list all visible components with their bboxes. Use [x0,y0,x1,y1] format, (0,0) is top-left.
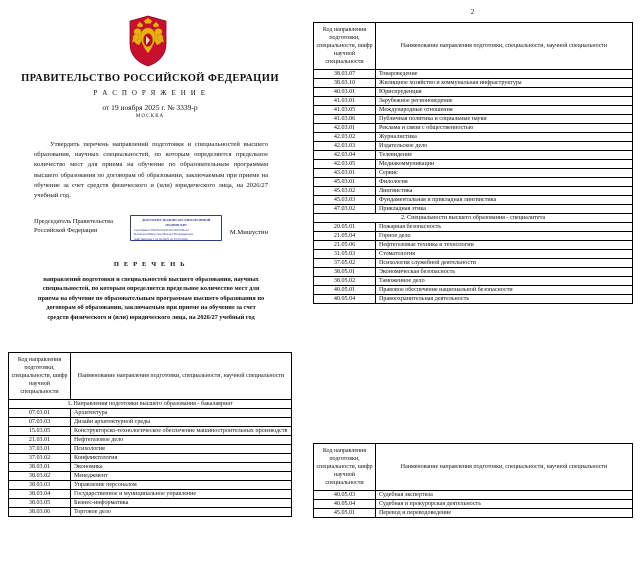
cell-code: 38.03.03 [9,481,71,490]
table-header-row [9,353,292,400]
cell-code: 40.05.01 [314,286,376,295]
cell-code: 47.03.02 [314,205,376,214]
table-row [314,151,633,160]
table-header-row [314,23,633,70]
cell-code: 37.03.01 [9,445,71,454]
cell-name: Управление персоналом [71,481,292,490]
table-row [314,295,633,304]
table-row [314,160,633,169]
cell-name: Сервис [376,169,633,178]
cell-name: Товароведение [376,70,633,79]
table-row [314,286,633,295]
table-row [314,79,633,88]
stamp-validity: Действителен с 01.02.2025 до 01.05.2026 [134,236,188,241]
cell-name: Таможенное дело [376,277,633,286]
cell-name: Журналистика [376,133,633,142]
cell-name: Стоматология [376,250,633,259]
table-row [314,223,633,232]
signatory-position-line1: Председатель Правительства [34,218,113,225]
cell-name: Судебная экспертиза [376,491,633,500]
cell-name: Конфликтология [71,454,292,463]
document-date-number: от 19 ноября 2025 г. № 3339-р [102,103,198,112]
table-section-row [9,400,292,409]
table-header-row [314,444,633,491]
table-row [9,445,292,454]
cell-code: 38.03.10 [314,79,376,88]
cell-name: Пожарная безопасность [376,223,633,232]
table-row [314,97,633,106]
table-row [314,115,633,124]
table-row [314,491,633,500]
cell-code: 21.05.04 [314,232,376,241]
cell-code: 21.03.01 [9,436,71,445]
cell-name: Правовое обеспечение национальной безопасности [376,286,633,295]
table-row [314,500,633,509]
cell-code: 38.05.01 [314,268,376,277]
cell-name: Реклама и связи с общественностью [376,124,633,133]
table-row [9,490,292,499]
table-row [314,232,633,241]
cell-code: 38.03.05 [9,499,71,508]
cell-name: Международные отношения [376,106,633,115]
table-row [314,124,633,133]
cell-name: Торговое дело [71,508,292,517]
header-name: Наименование направления подготовки, специальности, научной специальности [376,23,633,70]
cell-name: Менеджмент [71,472,292,481]
perechen-title: П Е Р Е Ч Е Н Ь [113,261,187,268]
page-number: 2 [470,8,475,16]
table-row [314,70,633,79]
cell-code: 38.03.07 [314,70,376,79]
header-code: Код направления подготовки, специальности, шифр научной специальности [9,353,71,400]
cell-name: Жилищное хозяйство и коммунальная инфраструктура [376,79,633,88]
cell-code: 38.03.02 [9,472,71,481]
cell-code: 40.03.01 [314,88,376,97]
cell-name: Психология [71,445,292,454]
table-row [9,463,292,472]
table-row [314,169,633,178]
cell-name: Юриспруденция [376,88,633,97]
cell-name: Прикладная этика [376,205,633,214]
table-row [314,178,633,187]
cell-name: Перевод и переводоведение [376,509,633,518]
table-row [314,241,633,250]
cell-name: Судебная и прокурорская деятельность [376,500,633,509]
table-row [314,88,633,97]
cell-name: Зарубежное регионоведение [376,97,633,106]
stamp-title: ДОКУМЕНТ ПОДПИСАН ЭЛЕКТРОННОЙ ПОДПИСЬЮ [141,218,211,227]
table-row [314,106,633,115]
section-heading: 1. Направления подготовки высшего образования - бакалавриат [9,400,292,409]
cell-code: 37.03.02 [9,454,71,463]
table-row [9,499,292,508]
cell-code: 07.03.03 [9,418,71,427]
document-city: МОСКВА [135,114,165,119]
table-row [9,418,292,427]
cell-name: Конструкторско-технологическое обеспечение машиностроительных производств [71,427,292,436]
table-row [314,142,633,151]
cell-code: 38.03.06 [9,508,71,517]
cell-code: 38.03.04 [9,490,71,499]
cell-code: 45.03.03 [314,196,376,205]
table-row [314,187,633,196]
cell-name: Филология [376,178,633,187]
cell-code: 45.05.01 [314,509,376,518]
document-type: Р А С П О Р Я Ж Е Н И Е [93,89,207,97]
table-row [314,133,633,142]
cell-code: 42.03.04 [314,151,376,160]
right-table-1 [313,22,633,304]
left-table [8,352,292,517]
cell-code: 40.05.04 [314,295,376,304]
table-row [9,481,292,490]
table-row [9,454,292,463]
cell-name: Медиакоммуникации [376,160,633,169]
table-row [9,427,292,436]
stamp-certificate: Сертификат 00b6f3e5e0d5ab2c4b8c9f4a1d [134,228,189,233]
cell-name: Правоохранительная деятельность [376,295,633,304]
cell-code: 21.05.06 [314,241,376,250]
cell-code: 42.03.01 [314,124,376,133]
cell-name: Бизнес-информатика [71,499,292,508]
cell-name: Лингвистика [376,187,633,196]
cell-name: Издательское дело [376,142,633,151]
header-name: Наименование направления подготовки, специальности, научной специальности [376,444,633,491]
russian-coat-of-arms-icon [126,14,170,68]
perechen-subtitle: направлений подготовки и специальностей высшего образования, научных специальностей, по которым определяется предельное количество мест для приема на обучение по образовательным программам высшего образования по договорам об образовании, заключаемым при приеме на обучение за счет средств физического и (или) юридического лица, на 2026/27 учебный год [37,276,265,321]
cell-code: 07.03.01 [9,409,71,418]
cell-code: 41.03.06 [314,115,376,124]
cell-code: 37.05.02 [314,259,376,268]
cell-code: 38.05.02 [314,277,376,286]
signatory-position [34,218,124,236]
cell-name: Публичная политика и социальные науки [376,115,633,124]
table-row [9,508,292,517]
table-row [314,250,633,259]
cell-code: 41.03.05 [314,106,376,115]
cell-name: Экономическая безопасность [376,268,633,277]
signatory-position-line2: Российской Федерации [34,226,98,234]
government-title: ПРАВИТЕЛЬСТВО РОССИЙСКОЙ ФЕДЕРАЦИИ [21,73,279,84]
cell-code: 40.05.04 [314,500,376,509]
table-row [314,259,633,268]
cell-code: 41.03.01 [314,97,376,106]
right-column [305,0,640,570]
cell-code: 45.03.01 [314,178,376,187]
cell-code: 15.03.05 [9,427,71,436]
table-row [9,436,292,445]
electronic-signature-stamp [130,215,222,241]
cell-code: 45.03.02 [314,187,376,196]
table-row [314,277,633,286]
document-body-paragraph: Утвердить перечень направлений подготовки и специальностей высшего образования, научных специальностей, по которым определяется предельное количество мест для приема на обучение по образовательным программам высшего образования по договорам об образовании, заключаемым при приеме на обучение за счет средств физического и (или) юридического лица, на 2026/27 учебный год. [34,141,268,200]
table-row [9,472,292,481]
left-column [0,0,300,570]
header-code: Код направления подготовки, специальности, шифр научной специальности [314,444,376,491]
signatory-name: М.Мишустин [229,229,268,236]
cell-name: Архитектура [71,409,292,418]
cell-name: Нефтегазовое дело [71,436,292,445]
cell-code: 31.05.03 [314,250,376,259]
cell-code: 42.03.05 [314,160,376,169]
section-heading: 2. Специальности высшего образования - специалитета [314,214,633,223]
table-row [314,196,633,205]
table-row [9,409,292,418]
cell-name: Экономика [71,463,292,472]
cell-code: 42.03.03 [314,142,376,151]
cell-name: Дизайн архитектурной среды [71,418,292,427]
cell-name: Телевидение [376,151,633,160]
cell-name: Нефтегазовые техника и технологии [376,241,633,250]
table-row [314,268,633,277]
cell-name: Психология служебной деятельности [376,259,633,268]
cell-code: 40.05.03 [314,491,376,500]
header-code: Код направления подготовки, специальности, шифр научной специальности [314,23,376,70]
stamp-owner: Владелец Мишустин Михаил Владимирович [134,232,194,237]
right-table-2 [313,443,633,518]
cell-name: Государственное и муниципальное управление [71,490,292,499]
cell-code: 42.03.02 [314,133,376,142]
cell-code: 38.03.01 [9,463,71,472]
cell-name: Горное дело [376,232,633,241]
cell-name: Фундаментальная и прикладная лингвистика [376,196,633,205]
table-section-row [314,214,633,223]
table-row [314,205,633,214]
cell-code: 43.03.01 [314,169,376,178]
header-name: Наименование направления подготовки, специальности, научной специальности [71,353,292,400]
table-row [314,509,633,518]
cell-code: 20.05.01 [314,223,376,232]
